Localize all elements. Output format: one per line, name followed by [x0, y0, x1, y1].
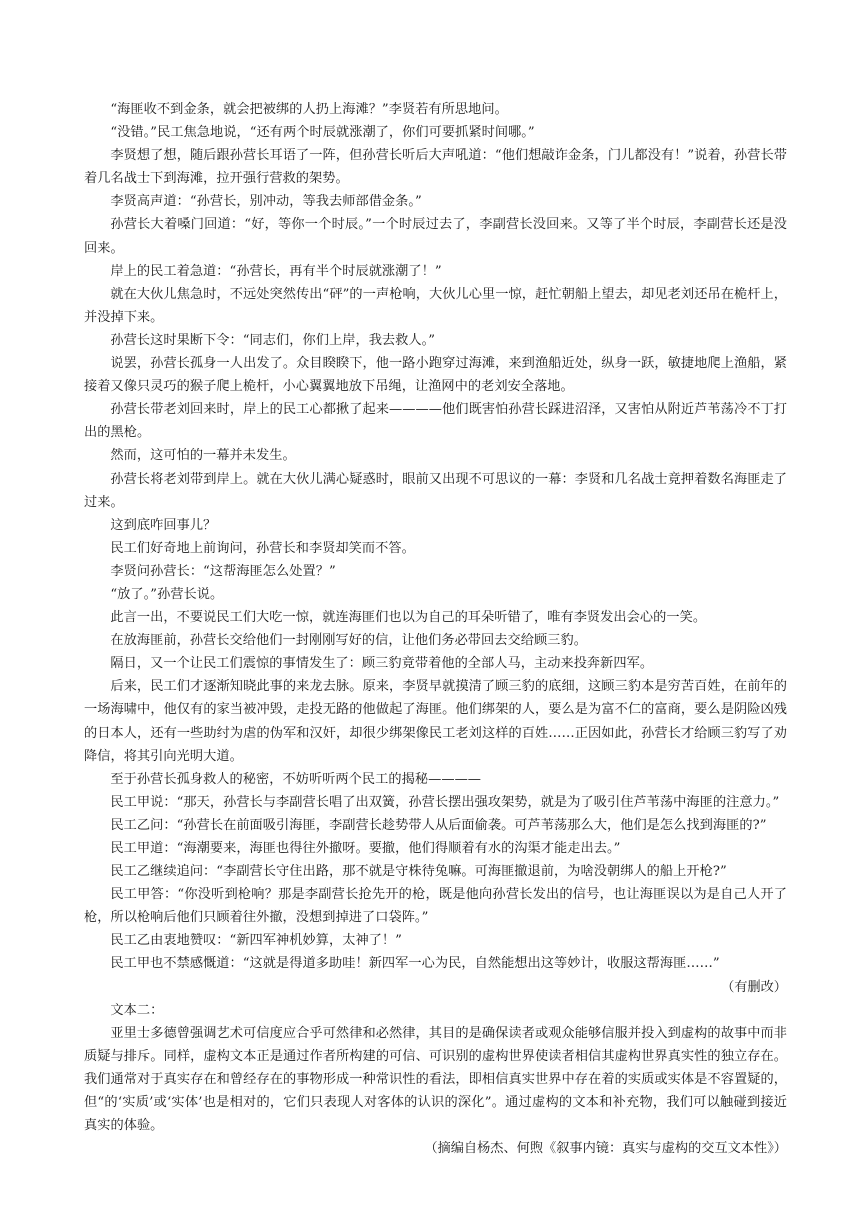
paragraph: 李贤高声道：“孙营长，别冲动，等我去师部借金条。”	[110, 194, 422, 210]
document-page	[84, 98, 787, 1160]
paragraph: 孙营长大着嗓门回道：“好，等你一个时辰。”一个时辰过去了，李副营长没回来。又等了半个时辰，李副营长还是没回来。	[84, 217, 787, 256]
paragraph: 民工们好奇地上前询问，孙营长和李贤却笑而不答。	[110, 540, 415, 556]
paragraph: 亚里士多德曾强调艺术可信度应合乎可然律和必然律，其目的是确保读者或观众能够信服并投入到虚构的故事中而非质疑与排斥。同样，虚构文本正是通过作者所构建的可信、可识别的虚构世界使读者相信其虚构世界真实性的独立存在。我们通常对于真实存在和曾经存在的事物形成一种常识性的看法，即相信真实世界中存在着的实质或实体是不容置疑的，但“的‘实质’或‘实体’也是相对的，它们只表现人对客体的认识的深化”。通过虚构的文本和补充物，我们可以触碰到接近真实的体验。	[84, 1025, 787, 1134]
paragraph: “放了。”孙营长说。	[110, 586, 224, 602]
paragraph: 就在大伙儿焦急时，不远处突然传出“砰”的一声枪响，大伙儿心里一惊，赶忙朝船上望去，却见老刘还吊在桅杆上，并没掉下来。	[84, 286, 787, 325]
source-citation: （摘编自杨杰、何煦《叙事内镜：真实与虚构的交互文本性》）	[424, 1141, 787, 1157]
paragraph: 民工乙问：“孙营长在前面吸引海匪，李副营长趁势带人从后面偷袭。可芦苇荡那么大，他们是怎么找到海匪的?”	[110, 817, 767, 833]
revision-note: （有删改）	[721, 979, 787, 995]
paragraph: 后来，民工们才逐渐知晓此事的来龙去脉。原来，李贤早就摸清了顾三豹的底细，这顾三豹本是穷苦百姓，在前年的一场海啸中，他仅有的家当被冲毁，走投无路的他做起了海匪。他们绑架的人，要么是为富不仁的富商，要么是阴险凶残的日本人，还有一些助纣为虐的伪军和汉奸，却很少绑架像民工老刘这样的百姓……正因如此，孙营长才给顾三豹写了劝降信，将其引向光明大道。	[84, 679, 787, 764]
paragraph: 民工甲答：“你没听到枪响？那是李副营长抢先开的枪，既是他向孙营长发出的信号，也让海匪误以为是自己人开了枪，所以枪响后他们只顾着往外撤，没想到掉进了口袋阵。”	[84, 887, 787, 926]
paragraph: 孙营长将老刘带到岸上。就在大伙儿满心疑惑时，眼前又出现不可思议的一幕：李贤和几名战士竟押着数名海匪走了过来。	[84, 471, 787, 510]
paragraph: 然而，这可怕的一幕并未发生。	[110, 448, 296, 464]
paragraph: “海匪收不到金条，就会把被绑的人扔上海滩？”李贤若有所思地问。	[110, 102, 508, 117]
paragraph: 民工乙由衷地赞叹：“新四军神机妙算，太神了！”	[110, 933, 402, 949]
paragraph: “没错。”民工焦急地说，“还有两个时辰就涨潮了，你们可要抓紧时间哪。”	[110, 125, 535, 141]
paragraph: 此言一出，不要说民工们大吃一惊，就连海匪们也以为自己的耳朵听错了，唯有李贤发出会心的一笑。	[110, 610, 707, 626]
paragraph: 说罢，孙营长孤身一人出发了。众目睽睽下，他一路小跑穿过海滩，来到渔船近处，纵身一跃，敏捷地爬上渔船，紧接着又像只灵巧的猴子爬上桅杆，小心翼翼地放下吊绳，让渔网中的老刘安全落地。	[84, 356, 787, 395]
paragraph: 民工甲道：“海潮要来，海匪也得往外撤呀。要撤，他们得顺着有水的沟渠才能走出去。”	[110, 841, 621, 856]
paragraph: 孙营长带老刘回来时，岸上的民工心都揪了起来————他们既害怕孙营长踩进沼泽，又害怕从附近芦苇荡冷不丁打出的黑枪。	[84, 402, 787, 441]
paragraph: 岸上的民工着急道：“孙营长，再有半个时辰就涨潮了！”	[110, 263, 442, 279]
paragraph: 李贤问孙营长：“这帮海匪怎么处置？”	[110, 563, 336, 579]
paragraph: 民工甲也不禁感慨道：“这就是得道多助哇！新四军一心为民，自然能想出这等妙计，收服这帮海匪……”	[110, 956, 720, 972]
paragraph: 在放海匪前，孙营长交给他们一封刚刚写好的信，让他们务必带回去交给顾三豹。	[110, 633, 587, 649]
paragraph: 孙营长这时果断下令：“同志们，你们上岸，我去救人。”	[110, 332, 436, 348]
paragraph: 隔日，又一个让民工们震惊的事情发生了：顾三豹竟带着他的全部人马，主动来投奔新四军。	[110, 656, 654, 672]
paragraph: 这到底咋回事儿？	[110, 517, 217, 533]
text-two	[84, 999, 787, 1161]
paragraph: 至于孙营长孤身救人的秘密，不妨听听两个民工的揭秘————	[110, 771, 482, 787]
paragraph: 李贤想了想，随后跟孙营长耳语了一阵，但孙营长听后大声吼道：“他们想敲诈金条，门儿都没有！”说着，孙营长带着几名战士下到海滩，拉开强行营救的架势。	[84, 148, 787, 187]
paragraph: 民工乙继续追问：“李副营长守住出路，那不就是守株待兔嘛。可海匪撤退前，为啥没朝绑人的船上开枪?”	[110, 864, 727, 880]
section-heading: 文本二：	[110, 1002, 164, 1018]
text-one	[84, 98, 787, 999]
paragraph: 民工甲说：“那天，孙营长与李副营长唱了出双簧，孙营长摆出强攻架势，就是为了吸引住芦苇荡中海匪的注意力。”	[110, 794, 780, 810]
